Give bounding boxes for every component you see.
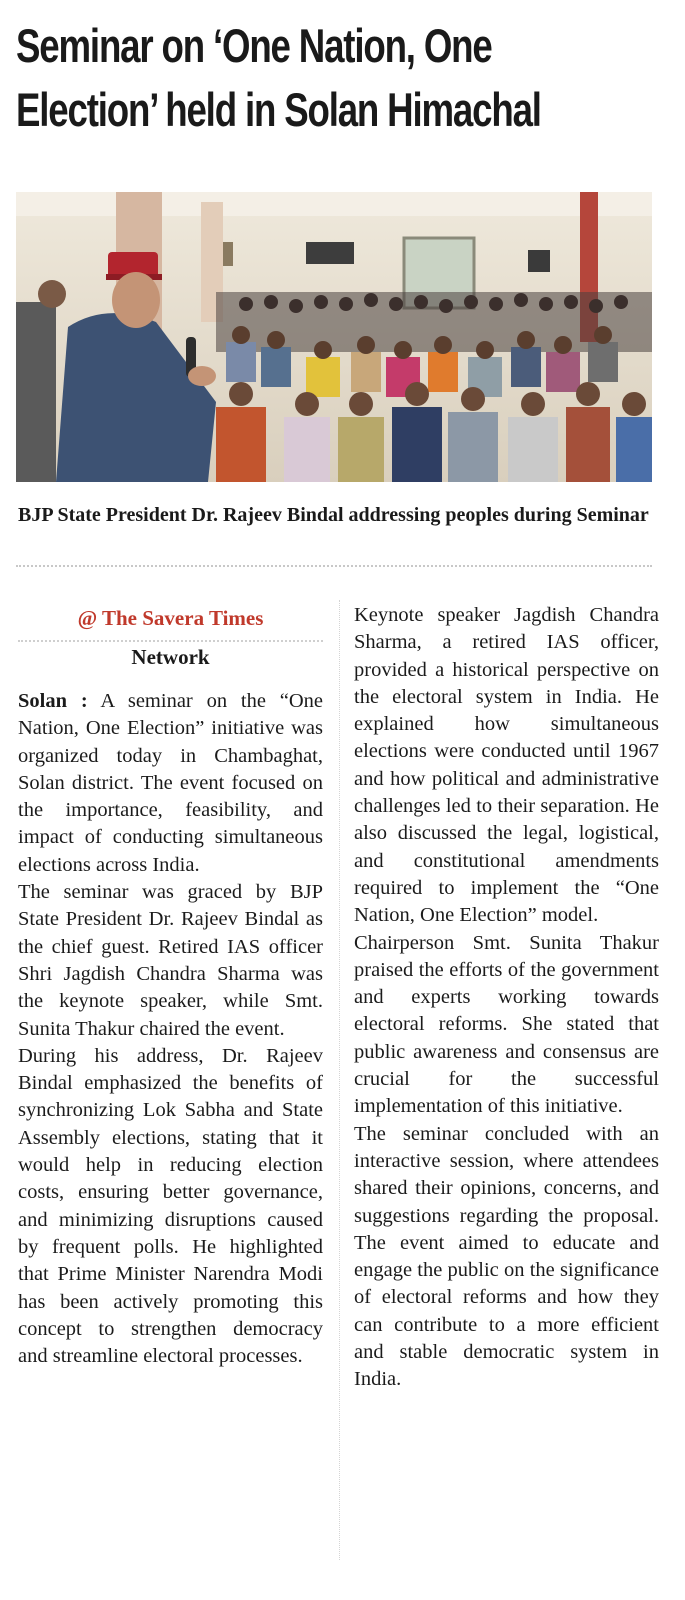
column-divider — [339, 600, 340, 1560]
byline-divider — [18, 640, 323, 642]
paragraph-1-text: A seminar on the “One Nation, One Election” initiative was organized today in Chambaghat, Solan district. The event focused on the importance, feasibility, and impact of conducting simultaneous elections across India. — [18, 690, 324, 876]
article-column-right — [354, 602, 659, 1394]
article-paragraph-2: The seminar was graced by BJP State President Dr. Rajeev Bindal as the chief guest. Retired IAS officer Shri Jagdish Chandra Sharma was the keynote speaker, while Smt. Sunita Thakur chaired the event. — [18, 881, 323, 1040]
article-paragraph-3: During his address, Dr. Rajeev Bindal emphasized the benefits of synchronizing Lok Sabha and State Assembly elections, stating that it would help in reducing election costs, ensuring better governance, and minimizing disruptions caused by frequent polls. He highlighted that Prime Minister Narendra Modi has been actively promoting this concept to strengthen democracy and streamline electoral processes. — [18, 1044, 323, 1368]
byline-network: Network — [131, 645, 210, 669]
article-paragraph-5: Chairperson Smt. Sunita Thakur praised the efforts of the government and experts working towards electoral reforms. She stated that public awareness and consensus are crucial for the successful implementation of this initiative. — [354, 931, 659, 1118]
article-paragraph-1 — [18, 688, 323, 879]
seminar-photo — [16, 192, 652, 482]
byline-source: @ The Savera Times — [77, 606, 264, 630]
article-paragraph-4: Keynote speaker Jagdish Chandra Sharma, a retired IAS officer, provided a historical perspective on the electoral system in India. He explained how simultaneous elections were conducted until 1967 and how political and administrative challenges led to their separation. He also discussed the legal, logistical, and constitutional amendments required to implement the “One Nation, One Election” model. — [354, 604, 659, 927]
caption-divider — [16, 565, 652, 567]
photo-caption: BJP State President Dr. Rajeev Bindal addressing peoples during Seminar — [18, 504, 649, 526]
article-paragraph-6: The seminar concluded with an interactive session, where attendees shared their opinions, concerns, and suggestions regarding the proposal. The event aimed to educate and engage the public on the significance of electoral reforms and how they can contribute to a more efficient and stable democratic system in India. — [354, 1122, 659, 1391]
dateline: Solan : — [18, 690, 88, 712]
headline-line-1: Seminar on ‘One Nation, One — [16, 19, 492, 72]
headline-line-2: Election’ held in Solan Himachal — [16, 83, 541, 136]
headline — [16, 14, 541, 142]
article-column-left — [18, 688, 323, 1370]
